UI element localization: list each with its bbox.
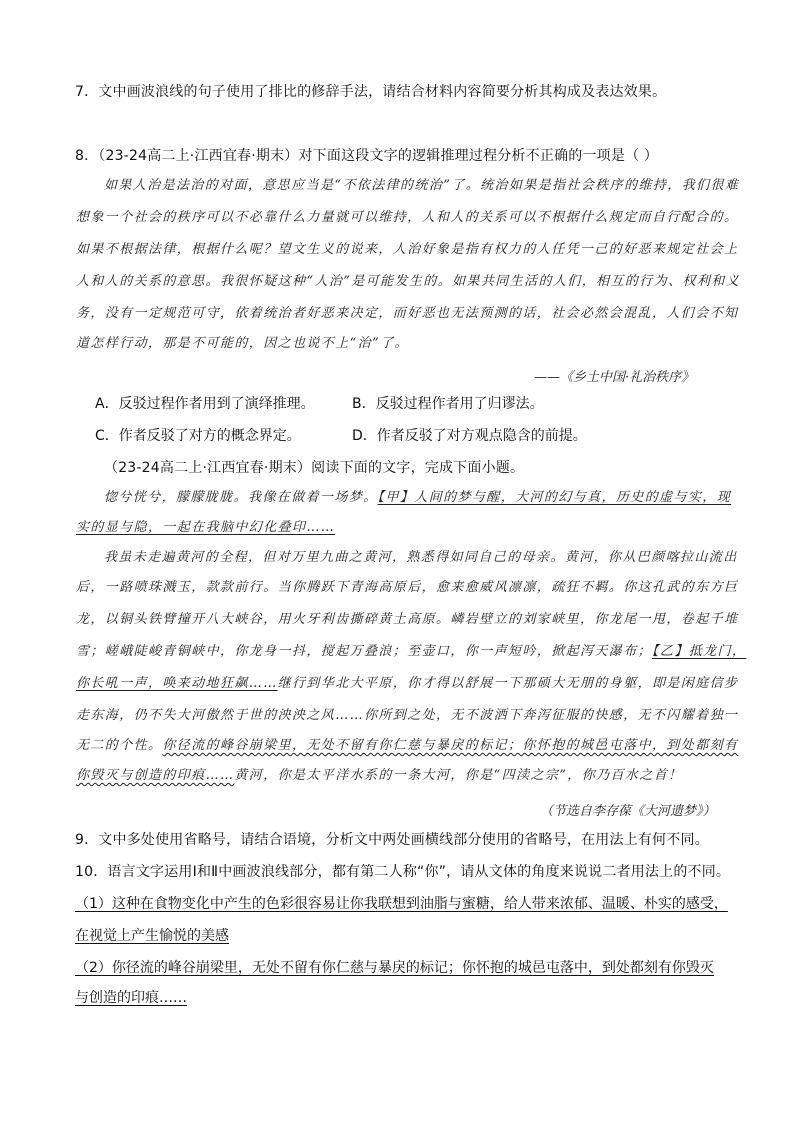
passage-line [76,736,738,756]
passage-line: 人和人的关系的意思。我很怀疑这种“人治”是可能发生的。如果共同生活的人们，相互的行为、权利和义 [76,274,741,289]
passage-line: 走东海，仍不失大河傲然于世的泱泱之风……你所到之处，无不波洒下奔泻征服的快感，无不闪耀着独一 [76,708,739,723]
passage-text: 无二的个性。 [76,738,163,753]
question-7: 7．文中画波浪线的句子使用了排比的修辞手法，请结合材料内容简要分析其构成及表达效果。 [75,84,667,100]
passage-8-source: ——《乡土中国·礼治秩序》 [534,370,695,385]
passage-line: 想象一个社会的秩序可以不必靠什么力量就可以维持，人和人的关系可以不根据什么规定而自行配合的。 [76,210,739,225]
passage-line: 我虽未走遍黄河的全程，但对万里九曲之黄河，熟悉得如同自己的母亲。黄河，你从巴颜喀拉山流出 [104,550,738,565]
passage-line: 后，一路喷珠溅玉，款款前行。当你腾跃下青海高原后，愈来愈威风凛凛，疏狂不羁。你这孔武的东方巨 [76,580,739,595]
passage-line: 如果不根据法律，根据什么呢？望文生义的说来，人治好象是指有权力的人任凭一己的好恶来规定社会上 [76,242,739,257]
underline-yi-cont: 你长吼一声，唤来动地狂飙…… [76,676,278,691]
passage-line: 实的显与隐，一起在我脑中幻化叠印…… [76,520,336,535]
passage-text: 雪；嵯峨陡峻青铜峡中，你龙身一抖，搅起万叠浪；至壶口，你一声短吟，掀起泻天瀑布； [76,644,653,659]
passage-line: 道怎样行动，那是不可能的，因之也说不上“治”了。 [76,336,409,351]
passage-line [76,674,738,694]
passage-line [76,642,746,662]
passage-line: 如果人治是法治的对面，意思应当是“不依法律的统治”了。统治如果是指社会秩序的维持，我们很难 [104,178,740,193]
answer-line: （1）这种在食物变化中产生的色彩很容易让你我联想到油脂与蜜糖，给人带来浓郁、温暖、朴实的感受， [75,896,728,912]
underline-jia: 【甲】人间的梦与醒，大河的幻与真，历史的虚与实，现 [377,490,732,505]
question-10: 10．语言文字运用Ⅰ和Ⅱ中画波浪线部分，都有第二人称“你”，请从文体的角度来说说二者用法上的不同。 [75,864,731,880]
reading-intro: （23-24高二上·江西宜春·期末）阅读下面的文字，完成下面小题。 [104,460,525,476]
passage-line [76,766,683,786]
passage-line: 务，没有一定规范可守，依着统治者好恶来决定，而好恶也无法预测的话，社会必然会混乱，人们会不知 [76,306,739,321]
wavy-underline: 你毁灭与创造的印痕…… [76,768,235,783]
passage-line [104,488,731,508]
option-d[interactable]: D．作者反驳了对方观点隐含的前提。 [352,428,587,444]
answer-line: 在视觉上产生愉悦的美感 [75,928,229,944]
option-c[interactable]: C．作者反驳了对方的概念界定。 [95,428,301,444]
option-b[interactable]: B．反驳过程作者用了归谬法。 [352,396,544,412]
wavy-underline: 你径流的峰谷崩梁里，无处不留有你仁慈与暴戾的标记；你怀抱的城邑屯落中，到处都刻有 [162,738,739,753]
question-8-stem: 8．（23-24高二上·江西宜春·期末）对下面这段文字的逻辑推理过程分析不正确的一项是（ ） [75,148,659,164]
passage-text: 继行到华北大平原，你才得以舒展一下那硕大无朋的身躯，即是闲庭信步 [277,676,739,691]
passage-text: 黄河，你是太平洋水系的一条大河，你是“四渎之宗”，你乃百水之首！ [234,768,683,783]
passage-line: 龙，以铜头铁臂撞开八大峡谷，用火牙利齿撕碎黄土高原。嶙岩壁立的刘家峡里，你龙尾一甩，卷起千堆 [76,612,739,627]
answer-line: 与创造的印痕…… [75,990,187,1006]
answer-line: （2）你径流的峰谷崩梁里，无处不留有你仁慈与暴戾的标记；你怀抱的城邑屯落中，到处都刻有你毁灭 [75,960,714,976]
question-9: 9．文中多处使用省略号，请结合语境，分析文中两处画横线部分使用的省略号，在用法上有何不同。 [75,832,709,848]
underline-yi: 【乙】抵龙门， [652,644,747,659]
passage-text: 惚兮恍兮，朦朦胧胧。我像在做着一场梦。 [104,490,378,505]
reading-source: （节选自李存葆《大河遗梦》） [540,804,716,819]
option-a[interactable]: A．反驳过程作者用到了演绎推理。 [95,396,315,412]
